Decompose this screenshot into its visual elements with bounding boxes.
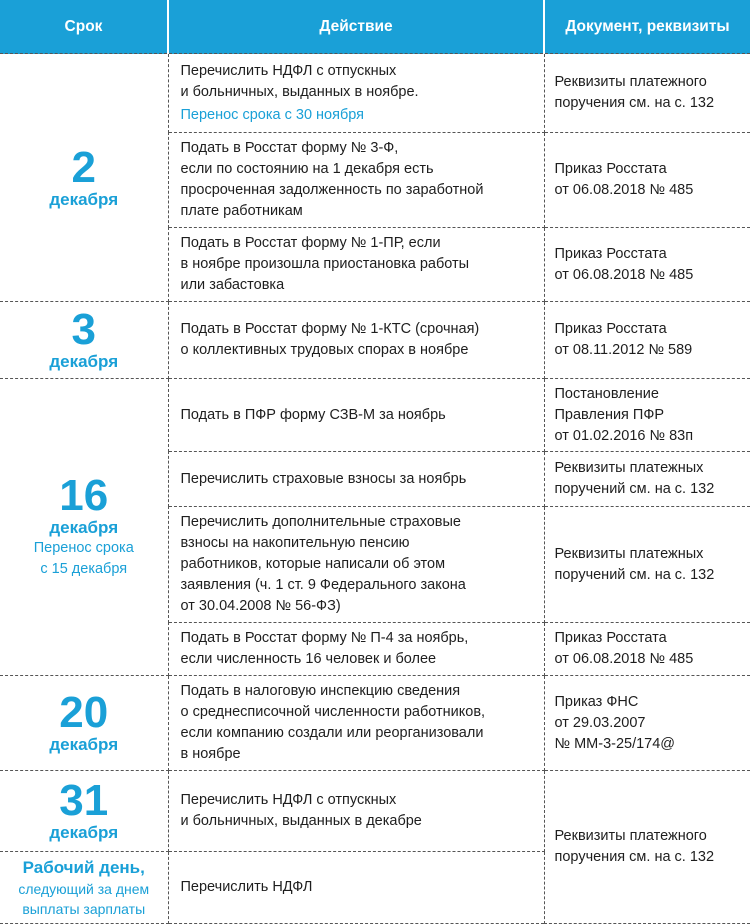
- action-line: или забастовка: [180, 277, 285, 293]
- date-cell-3-dec: [0, 302, 168, 379]
- table-row: [0, 54, 750, 133]
- action-cell: [168, 228, 544, 302]
- document-cell: [544, 676, 750, 771]
- header-action: Действие: [168, 0, 544, 54]
- table-row: [0, 771, 750, 852]
- action-line: от 30.04.2008 № 56-ФЗ): [180, 598, 341, 614]
- doc-line: Правления ПФР: [554, 406, 665, 423]
- action-line: Подать в Росстат форму № 3-Ф,: [180, 140, 399, 156]
- date-month: декабря: [49, 735, 119, 754]
- doc-line: поручений см. на с. 132: [554, 481, 715, 497]
- deadline-shift-note: с 15 декабря: [40, 561, 128, 577]
- action-cell: [168, 507, 544, 623]
- doc-line: поручения см. на с. 132: [554, 849, 715, 865]
- doc-line: от 08.11.2012 № 589: [554, 342, 693, 358]
- action-line: Подать в ПФР форму СЗВ-М за ноябрь: [180, 406, 446, 423]
- doc-line: Реквизиты платежного: [554, 828, 707, 844]
- table-row: [0, 676, 750, 771]
- date-month: декабря: [49, 352, 119, 371]
- action-cell: [168, 676, 544, 771]
- action-line: Перечислить НДФЛ с отпускных: [180, 62, 397, 79]
- doc-line: от 06.08.2018 № 485: [554, 182, 694, 198]
- action-line: если по состоянию на 1 декабря есть: [180, 161, 434, 177]
- table-row: [0, 302, 750, 379]
- action-line: работников, которые написали об этом: [180, 556, 446, 572]
- header-date: Срок: [0, 0, 168, 54]
- doc-line: Приказ ФНС: [554, 693, 639, 710]
- date-month: декабря: [49, 823, 119, 842]
- date-month: декабря: [49, 518, 119, 537]
- action-line: Перечислить страховые взносы за ноябрь: [180, 470, 467, 487]
- header-document: Документ, реквизиты: [544, 0, 750, 54]
- action-cell: [168, 852, 544, 924]
- action-line: если компанию создали или реорганизовали: [180, 725, 484, 741]
- action-cell: [168, 133, 544, 228]
- action-cell: [168, 452, 544, 507]
- document-cell: [544, 771, 750, 924]
- table-header-row: [0, 0, 750, 54]
- date-day: 16: [59, 471, 109, 520]
- action-cell: [168, 771, 544, 852]
- document-cell: [544, 133, 750, 228]
- action-line: плате работникам: [180, 203, 303, 219]
- document-cell: [544, 54, 750, 133]
- doc-line: от 29.03.2007: [554, 714, 646, 731]
- document-cell: [544, 623, 750, 676]
- doc-line: от 01.02.2016 № 83п: [554, 427, 694, 444]
- deadline-shift-note: Перенос срока с 30 ноября: [180, 106, 365, 123]
- date-cell-20-dec: [0, 676, 168, 771]
- date-day: 3: [71, 305, 96, 354]
- doc-line: Приказ Росстата: [554, 245, 667, 262]
- doc-line: Приказ Росстата: [554, 161, 667, 177]
- action-line: в ноябре: [180, 746, 241, 762]
- action-line: Перечислить дополнительные страховые: [180, 514, 461, 530]
- action-line: Подать в Росстат форму № 1-КТС (срочная): [180, 321, 480, 337]
- date-cell-2-dec: [0, 54, 168, 302]
- date-cell-31-dec: [0, 771, 168, 852]
- action-cell: [168, 379, 544, 452]
- table-row: [0, 379, 750, 452]
- action-line: в ноябре произошла приостановка работы: [180, 256, 470, 272]
- date-day: 2: [71, 142, 96, 192]
- action-line: если численность 16 человек и более: [180, 651, 437, 667]
- date-cell-workday: [0, 852, 168, 924]
- document-cell: [544, 507, 750, 623]
- document-cell: [544, 452, 750, 507]
- action-line: заявления (ч. 1 ст. 9 Федерального закона: [180, 577, 466, 593]
- action-line: о среднесписочной численности работников,: [180, 704, 486, 720]
- doc-line: поручения см. на с. 132: [554, 95, 715, 111]
- doc-line: Реквизиты платежных: [554, 460, 704, 476]
- document-cell: [544, 302, 750, 379]
- document-cell: [544, 228, 750, 302]
- doc-line: Постановление: [554, 385, 659, 402]
- deadline-shift-note: Перенос срока: [33, 540, 134, 556]
- action-line: Перечислить НДФЛ: [180, 879, 313, 895]
- doc-line: № ММ-3-25/174@: [554, 735, 676, 752]
- doc-line: от 06.08.2018 № 485: [554, 651, 694, 667]
- action-line: просроченная задолженность по заработной: [180, 182, 484, 198]
- date-cell-16-dec: [0, 379, 168, 676]
- doc-line: от 06.08.2018 № 485: [554, 266, 694, 283]
- action-cell: [168, 623, 544, 676]
- action-line: взносы на накопительную пенсию: [180, 535, 410, 551]
- action-line: Подать в Росстат форму № П-4 за ноябрь,: [180, 630, 469, 646]
- date-day: 20: [59, 688, 109, 737]
- action-cell: [168, 54, 544, 133]
- document-cell: [544, 379, 750, 452]
- workday-subtitle: следующий за днем: [18, 880, 150, 897]
- doc-line: Реквизиты платежных: [554, 545, 704, 562]
- workday-subtitle: выплаты зарплаты: [22, 900, 146, 917]
- doc-line: Приказ Росстата: [554, 321, 667, 337]
- action-line: и больничных, выданных в ноябре.: [180, 83, 419, 100]
- action-line: о коллективных трудовых спорах в ноябре: [180, 342, 469, 358]
- date-month: декабря: [49, 189, 119, 209]
- doc-line: поручений см. на с. 132: [554, 566, 715, 583]
- date-day: 31: [59, 776, 109, 825]
- workday-title: Рабочий день,: [22, 857, 145, 877]
- doc-line: Приказ Росстата: [554, 630, 667, 646]
- action-line: и больничных, выданных в декабре: [180, 813, 422, 829]
- action-line: Подать в налоговую инспекцию сведения: [180, 683, 461, 699]
- action-line: Перечислить НДФЛ с отпускных: [180, 792, 397, 808]
- action-cell: [168, 302, 544, 379]
- doc-line: Реквизиты платежного: [554, 74, 707, 90]
- action-line: Подать в Росстат форму № 1-ПР, если: [180, 235, 441, 251]
